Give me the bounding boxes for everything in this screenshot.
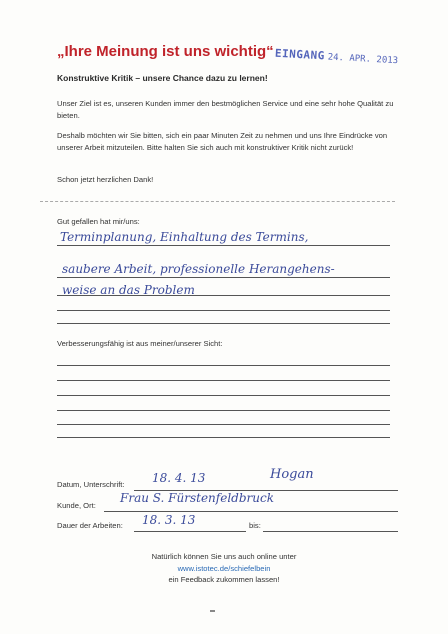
duration-label: Dauer der Arbeiten: — [57, 521, 123, 530]
positive-line-1 — [57, 245, 390, 246]
footer-line-3: ein Feedback zukommen lassen! — [168, 575, 280, 584]
positive-line-3 — [57, 295, 390, 296]
improve-line-4 — [57, 410, 390, 411]
signature: Hogan — [270, 467, 314, 482]
footer-line-1: Natürlich können Sie uns auch online unter — [151, 552, 297, 561]
improve-line-5 — [57, 424, 390, 425]
subtitle: Konstruktive Kritik – unsere Chance dazu zu lernen! — [57, 73, 268, 83]
positive-line-5 — [57, 323, 390, 324]
form-title: „Ihre Meinung ist uns wichtig“ — [57, 43, 274, 60]
customer-value: Frau S. Fürstenfeldbruck — [120, 491, 274, 505]
positive-handwriting-1: Terminplanung, Einhaltung des Termins, — [60, 230, 309, 244]
feedback-link[interactable]: www.istotec.de/schiefelbein — [177, 563, 271, 573]
improve-line-3 — [57, 395, 390, 396]
positive-line-4 — [57, 310, 390, 311]
improve-line-2 — [57, 380, 390, 381]
positive-label: Gut gefallen hat mir/uns: — [57, 217, 140, 226]
until-label: bis: — [249, 521, 261, 530]
until-line — [263, 531, 398, 532]
stamp-date: 24. APR. 2013 — [327, 52, 399, 67]
intro-paragraph-1: Unser Ziel ist es, unseren Kunden immer den bestmöglichen Service und eine sehr hohe Qualität zu bieten. — [57, 99, 394, 120]
footer — [0, 551, 448, 586]
duration-value: 18. 3. 13 — [142, 513, 196, 527]
customer-label: Kunde, Ort: — [57, 501, 96, 510]
improve-label: Verbesserungsfähig ist aus meiner/unserer Sicht: — [57, 339, 223, 348]
date-value: 18. 4. 13 — [152, 471, 206, 485]
improve-line-1 — [57, 365, 390, 366]
positive-handwriting-2: saubere Arbeit, professionelle Herangehens- — [62, 262, 335, 276]
improve-line-6 — [57, 437, 390, 438]
date-signature-label: Datum, Unterschrift: — [57, 480, 125, 489]
stamp-word: EINGANG — [274, 46, 326, 63]
customer-line — [104, 511, 398, 512]
received-stamp — [275, 42, 399, 67]
punch-mark — [210, 610, 215, 612]
duration-line — [134, 531, 246, 532]
section-divider — [40, 201, 395, 202]
intro-paragraph-2: Deshalb möchten wir Sie bitten, sich ein paar Minuten Zeit zu nehmen und uns Ihre Eindrücke von unserer Arbeit mitzuteilen. Bitte halten Sie sich auch mit konstruktiver Kritik nicht zurück! — [57, 131, 388, 152]
positive-line-2 — [57, 277, 390, 278]
intro-paragraph-3: Schon jetzt herzlichen Dank! — [57, 175, 154, 184]
positive-handwriting-3: weise an das Problem — [62, 283, 195, 297]
